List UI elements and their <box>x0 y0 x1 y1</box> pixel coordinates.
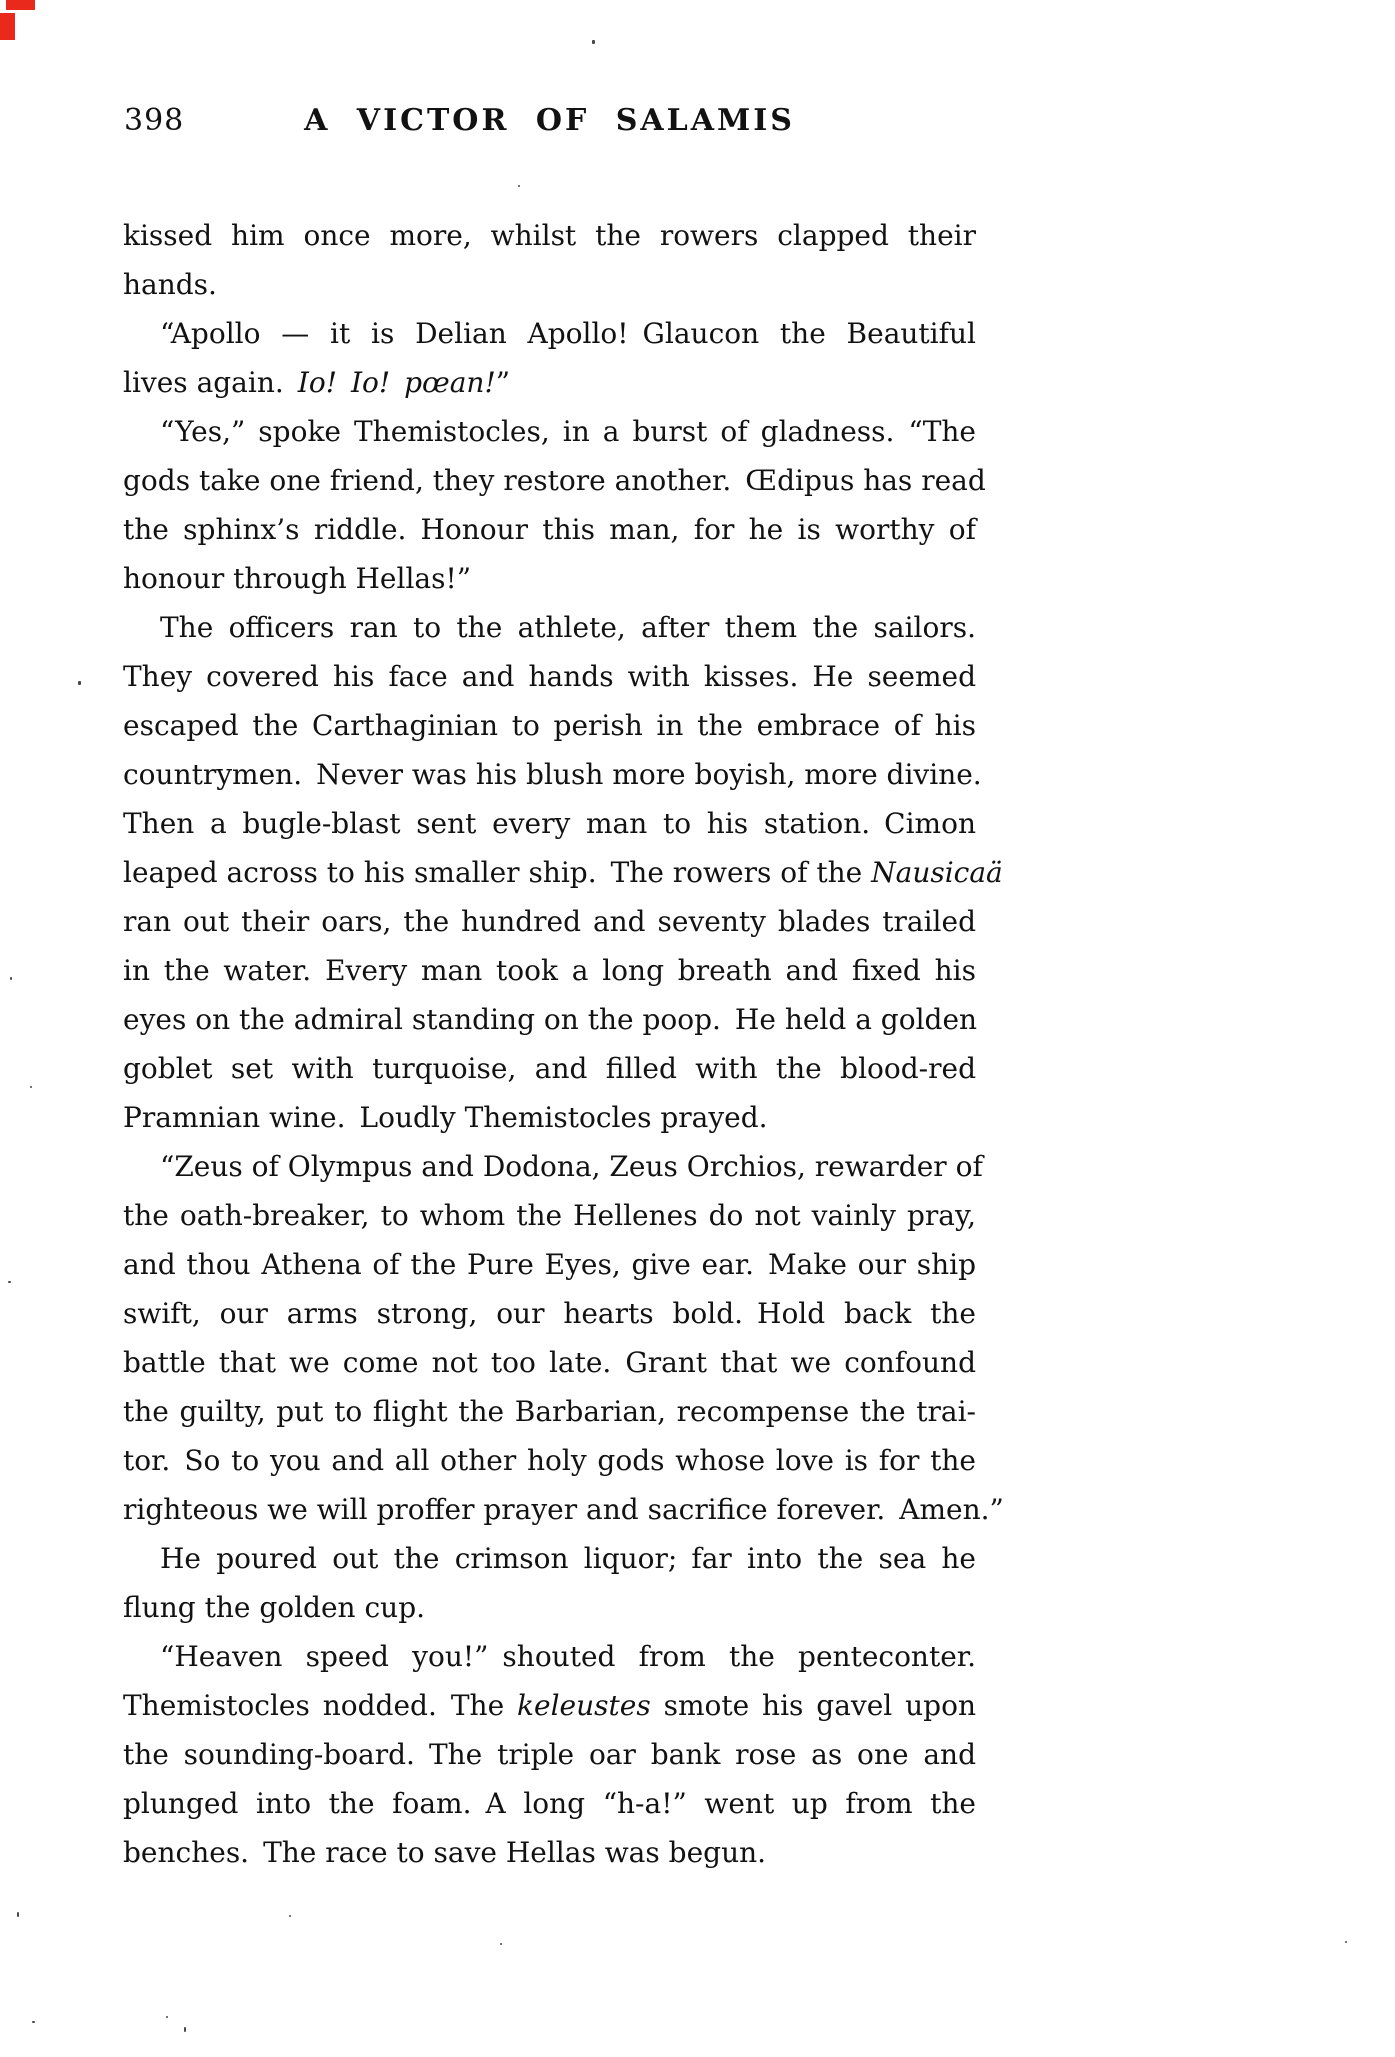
body-text <box>123 211 1004 1877</box>
text-run: eyes on the admiral standing on the poop. He held a golden <box>123 1003 978 1036</box>
text-run: tor. So to you and all other holy gods whose love is for the <box>123 1444 976 1477</box>
scan-speck <box>500 1943 502 1945</box>
text-run: lives again. <box>123 366 298 399</box>
text-run: The officers ran to the athlete, after them the sailors. <box>160 611 976 644</box>
text-line <box>123 848 1003 897</box>
text-run: countrymen. Never was his blush more boyish, more divine. <box>123 758 982 791</box>
text-run: the sphinx’s riddle. Honour this man, for he is worthy of <box>123 513 976 546</box>
text-line <box>123 1534 976 1583</box>
text-line <box>123 260 976 309</box>
text-line <box>123 603 976 652</box>
text-run: smote his gavel upon <box>650 1689 976 1722</box>
text-run: battle that we come not too late. Grant that we confound <box>123 1346 976 1379</box>
text-run: ” <box>495 366 511 399</box>
text-line <box>123 554 976 603</box>
text-run: the sounding-board. The triple oar bank rose as one and <box>123 1738 976 1771</box>
text-run: plunged into the foam. A long “h-a!” went up from the <box>123 1787 976 1820</box>
text-run: righteous we will proffer prayer and sacrifice forever. Amen.” <box>123 1493 1004 1526</box>
text-run: leaped across to his smaller ship. The rowers of the <box>123 856 872 889</box>
text-run: He poured out the crimson liquor; far into the sea he <box>160 1542 976 1575</box>
text-run: ran out their oars, the hundred and seventy blades trailed <box>123 905 976 938</box>
text-line <box>123 407 976 456</box>
page-header <box>123 103 976 143</box>
text-line <box>123 1681 976 1730</box>
text-line <box>123 1191 976 1240</box>
text-line <box>123 505 976 554</box>
text-line <box>123 211 976 260</box>
text-line <box>123 1583 976 1632</box>
text-line <box>123 652 976 701</box>
scan-speck <box>289 1915 291 1917</box>
scan-speck <box>8 1281 11 1283</box>
text-line <box>123 1387 976 1436</box>
text-line <box>123 1730 976 1779</box>
text-run: and thou Athena of the Pure Eyes, give ear. Make our ship <box>123 1248 976 1281</box>
text-line <box>123 1142 983 1191</box>
text-line <box>123 750 982 799</box>
text-run: Pramnian wine. Loudly Themistocles prayed. <box>123 1101 768 1134</box>
text-line <box>123 1632 976 1681</box>
scan-speck <box>78 681 81 685</box>
text-line <box>123 799 976 848</box>
text-run: escaped the Carthaginian to perish in the embrace of his <box>123 709 976 742</box>
text-run: the oath-breaker, to whom the Hellenes do not vainly pray, <box>123 1199 976 1232</box>
text-line <box>123 1338 976 1387</box>
red-scan-mark <box>0 13 15 40</box>
text-run: Then a bugle-blast sent every man to his station. Cimon <box>123 807 976 840</box>
text-line <box>123 358 976 407</box>
text-run: “Yes,” spoke Themistocles, in a burst of gladness. “The <box>160 415 976 448</box>
scan-speck <box>518 185 520 187</box>
scan-speck <box>10 977 12 980</box>
text-line <box>123 309 976 358</box>
text-line <box>123 1289 976 1338</box>
scan-speck <box>166 2016 168 2018</box>
text-line <box>123 1779 976 1828</box>
text-run: gods take one friend, they restore another. Œdipus has read <box>123 464 986 497</box>
text-line <box>123 897 976 946</box>
text-run: kissed him once more, whilst the rowers clapped their <box>123 219 976 252</box>
text-line <box>123 995 976 1044</box>
text-run: “Apollo — it is Delian Apollo! Glaucon the Beautiful <box>160 317 976 350</box>
text-run: benches. The race to save Hellas was begun. <box>123 1836 767 1869</box>
text-line <box>123 701 976 750</box>
italic-run: keleustes <box>517 1689 651 1722</box>
text-line <box>123 1044 976 1093</box>
running-title: A VICTOR OF SALAMIS <box>304 103 795 138</box>
text-run: honour through Hellas!” <box>123 562 472 595</box>
scan-speck <box>592 40 595 44</box>
text-run: They covered his face and hands with kisses. He seemed <box>123 660 976 693</box>
scan-speck <box>1345 1941 1347 1943</box>
text-line <box>123 1093 976 1142</box>
text-line <box>123 1240 976 1289</box>
text-run: “Heaven speed you!” shouted from the penteconter. <box>160 1640 976 1673</box>
text-line <box>123 1485 1004 1534</box>
page-number: 398 <box>124 103 185 138</box>
text-run: flung the golden cup. <box>123 1591 426 1624</box>
text-line <box>123 1828 976 1877</box>
text-run: Themistocles nodded. The <box>123 1689 518 1722</box>
scan-speck <box>32 2021 35 2023</box>
italic-run: Io! Io! pœan! <box>297 366 496 399</box>
italic-run: Nausicaä <box>871 856 1003 889</box>
text-run: in the water. Every man took a long breath and fixed his <box>123 954 976 987</box>
text-line <box>123 1436 976 1485</box>
red-scan-mark <box>6 0 35 10</box>
text-run: goblet set with turquoise, and filled with the blood-red <box>123 1052 976 1085</box>
text-run: “Zeus of Olympus and Dodona, Zeus Orchios, rewarder of <box>160 1150 983 1183</box>
text-run: hands. <box>123 268 217 301</box>
text-run: the guilty, put to flight the Barbarian, recompense the trai- <box>123 1395 976 1428</box>
text-line <box>123 456 986 505</box>
scan-speck <box>30 1086 32 1088</box>
scan-speck <box>17 1912 19 1917</box>
scan-speck <box>184 2027 186 2032</box>
text-run: swift, our arms strong, our hearts bold. Hold back the <box>123 1297 976 1330</box>
text-line <box>123 946 976 995</box>
